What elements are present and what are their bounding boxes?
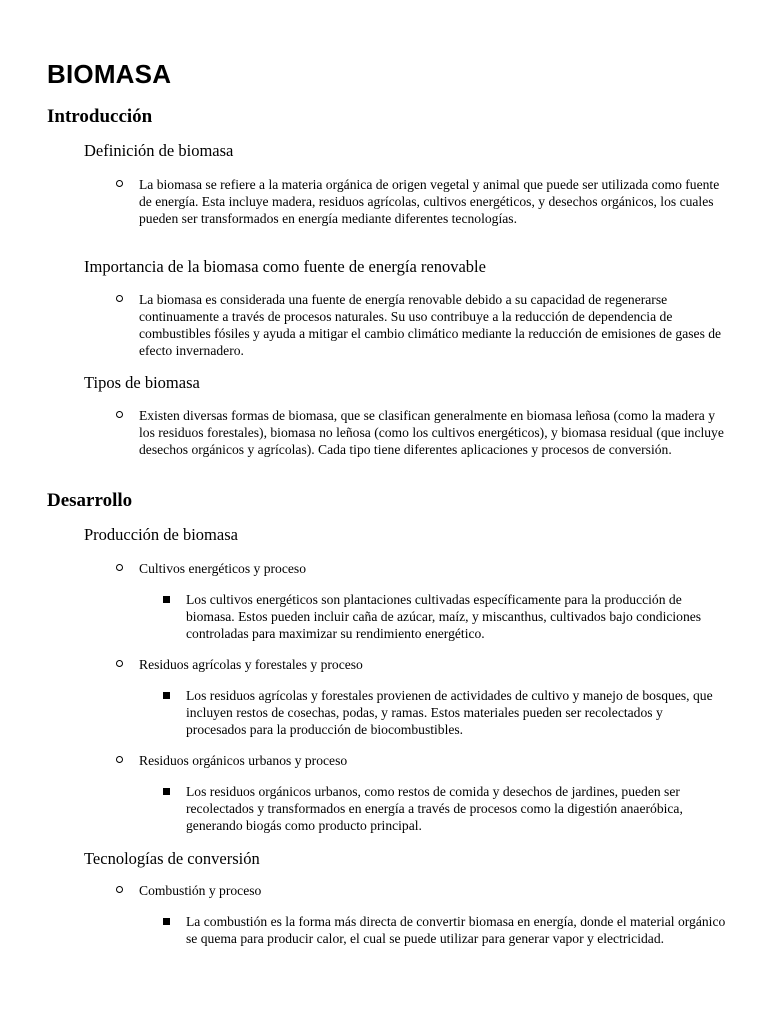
subsection-title-definicion: Definición de biomasa [84,141,234,160]
circle-bullet-icon [116,180,123,187]
list-item: Cultivos energéticos y proceso [139,561,306,576]
square-bullet-icon [163,596,170,603]
circle-bullet-icon [116,564,123,571]
square-bullet-icon [163,692,170,699]
list-item: La biomasa es considerada una fuente de energía renovable debido a su capacidad de regenerarse continuamente a través de procesos naturales. Su uso contribuye a la reducción de dependencia de combustibles fósiles y ayuda a mitigar el cambio climático mediante la reducción de emisiones de gases de efecto invernadero. [139,292,722,358]
list-item: Residuos orgánicos urbanos y proceso [139,753,348,768]
sub-list-item: La combustión es la forma más directa de convertir biomasa en energía, donde el material orgánico se quema para producir calor, el cual se puede utilizar para generar vapor y electricidad. [186,914,726,946]
list-item: Existen diversas formas de biomasa, que se clasifican generalmente en biomasa leñosa (como la madera y los residuos forestales), biomasa no leñosa (como los cultivos energéticos), y biomasa residual (que incluye desechos orgánicos y agrícolas). Cada tipo tiene diferentes aplicaciones y procesos de conversión. [139,408,724,457]
subsection-title-tipos: Tipos de biomasa [84,373,200,392]
square-bullet-icon [163,918,170,925]
sub-list-item: Los residuos agrícolas y forestales provienen de actividades de cultivo y manejo de bosques, que incluyen restos de cosechas, podas, y ramas. Estos materiales pueden ser recolectados y procesados para la producción de biocombustibles. [186,688,713,737]
subsection-title-tecnologias: Tecnologías de conversión [84,849,260,868]
list-item: Residuos agrícolas y forestales y proceso [139,657,363,672]
subsection-title-importancia: Importancia de la biomasa como fuente de energía renovable [84,257,486,276]
section-title-introduccion: Introducción [47,106,153,127]
sub-list-item: Los cultivos energéticos son plantaciones cultivadas específicamente para la producción de biomasa. Estos pueden incluir caña de azúcar, maíz, y miscanthus, cultivados bajo condiciones controladas para maximizar su rendimiento energético. [186,592,702,641]
section-title-desarrollo: Desarrollo [47,490,133,511]
circle-bullet-icon [116,295,123,302]
circle-bullet-icon [116,411,123,418]
sub-list-item: Los residuos orgánicos urbanos, como restos de comida y desechos de jardines, pueden ser recolectados y transformados en energía a través de procesos como la digestión anaeróbica, generando biogás como producto principal. [186,784,683,833]
square-bullet-icon [163,788,170,795]
list-item: Combustión y proceso [139,883,262,898]
subsection-title-produccion: Producción de biomasa [84,525,238,544]
circle-bullet-icon [116,886,123,893]
circle-bullet-icon [116,756,123,763]
list-item: La biomasa se refiere a la materia orgánica de origen vegetal y animal que puede ser utilizada como fuente de energía. Esta incluye madera, residuos agrícolas, cultivos energéticos, y desechos orgánicos, los cuales pueden ser transformados en energía mediante diferentes tecnologías. [139,177,720,226]
circle-bullet-icon [116,660,123,667]
document-title: BIOMASA [47,59,172,89]
